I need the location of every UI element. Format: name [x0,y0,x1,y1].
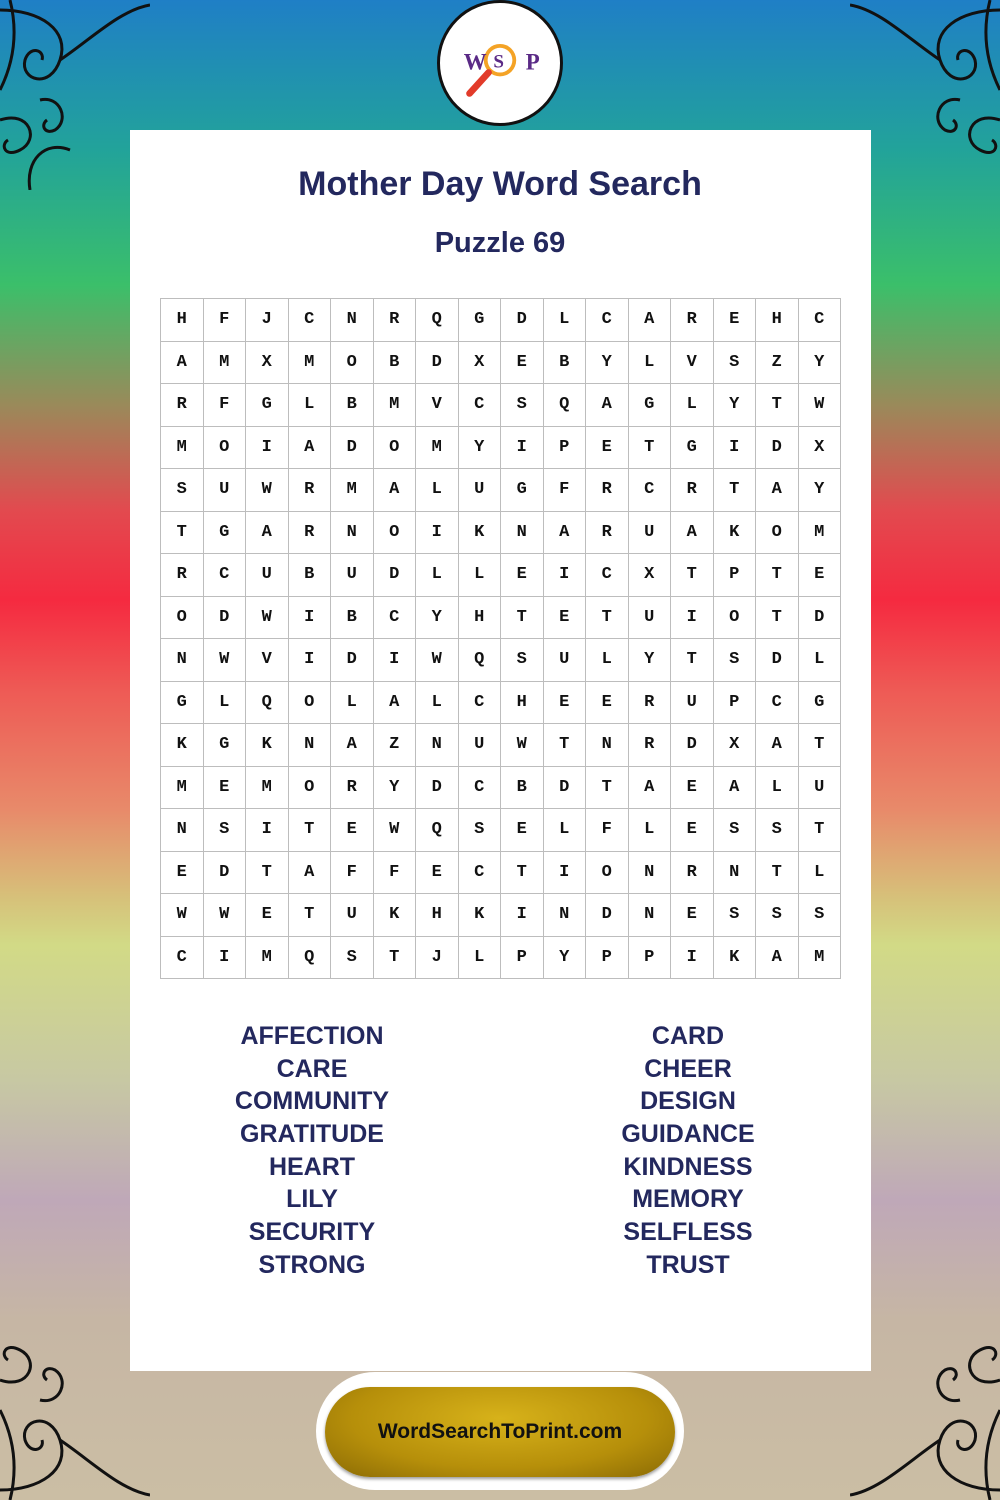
grid-cell[interactable]: D [416,767,459,810]
grid-cell[interactable]: G [459,299,502,342]
grid-cell[interactable]: D [544,767,587,810]
grid-cell[interactable]: Y [629,639,672,682]
word-item: GRATITUDE [240,1120,384,1149]
grid-cell[interactable]: Y [416,597,459,640]
grid-cell[interactable]: C [799,299,842,342]
word-item: COMMUNITY [234,1087,390,1116]
word-item: GUIDANCE [621,1120,755,1149]
grid-cell[interactable]: N [501,512,544,555]
grid-cell[interactable]: K [246,724,289,767]
grid-cell[interactable]: Z [756,342,799,385]
grid-cell[interactable]: F [374,852,417,895]
grid-cell[interactable]: U [331,894,374,937]
grid-cell[interactable]: K [714,937,757,980]
grid-cell[interactable]: B [544,342,587,385]
grid-cell[interactable]: K [459,512,502,555]
grid-cell[interactable]: B [331,597,374,640]
grid-cell[interactable]: S [161,469,204,512]
grid-cell[interactable]: G [204,724,247,767]
grid-cell[interactable]: R [331,767,374,810]
grid-cell[interactable]: M [289,342,332,385]
grid-cell[interactable]: C [289,299,332,342]
grid-cell[interactable]: R [374,299,417,342]
grid-cell[interactable]: K [374,894,417,937]
grid-cell[interactable]: N [331,512,374,555]
grid-cell[interactable]: D [374,554,417,597]
grid-cell[interactable]: C [374,597,417,640]
grid-cell[interactable]: T [756,384,799,427]
grid-cell[interactable]: H [756,299,799,342]
grid-cell[interactable]: D [671,724,714,767]
grid-cell[interactable]: K [714,512,757,555]
grid-cell[interactable]: R [671,299,714,342]
grid-cell[interactable]: T [161,512,204,555]
grid-cell[interactable]: B [331,384,374,427]
grid-cell[interactable]: P [629,937,672,980]
grid-cell[interactable]: O [586,852,629,895]
grid-cell[interactable]: B [501,767,544,810]
grid-cell[interactable]: L [799,852,842,895]
wsp-logo [437,0,563,126]
word-item: CARE [276,1054,348,1083]
grid-cell[interactable]: O [374,512,417,555]
grid-cell[interactable]: N [161,639,204,682]
grid-cell[interactable]: V [416,384,459,427]
grid-cell[interactable]: O [289,682,332,725]
grid-cell[interactable]: T [756,597,799,640]
grid-cell[interactable]: E [544,597,587,640]
grid-cell[interactable]: L [416,469,459,512]
grid-cell[interactable]: E [586,682,629,725]
grid-cell[interactable]: I [289,639,332,682]
grid-cell[interactable]: M [799,937,842,980]
grid-cell[interactable]: F [204,299,247,342]
grid-cell[interactable]: S [331,937,374,980]
grid-cell[interactable]: T [289,894,332,937]
grid-cell[interactable]: L [204,682,247,725]
grid-cell[interactable]: G [246,384,289,427]
grid-cell[interactable]: M [204,342,247,385]
grid-cell[interactable]: K [161,724,204,767]
grid-cell[interactable]: T [714,469,757,512]
grid-cell[interactable]: W [246,597,289,640]
grid-cell[interactable]: V [671,342,714,385]
grid-cell[interactable]: E [501,342,544,385]
grid-cell[interactable]: G [161,682,204,725]
grid-cell[interactable]: U [799,767,842,810]
grid-cell[interactable]: R [586,469,629,512]
grid-cell[interactable]: Q [416,299,459,342]
grid-cell[interactable]: O [204,427,247,470]
grid-cell[interactable]: A [671,512,714,555]
corner-ornament-top-right [850,0,1000,190]
grid-cell[interactable]: W [799,384,842,427]
grid-cell[interactable]: D [331,427,374,470]
grid-cell[interactable]: D [799,597,842,640]
grid-cell[interactable]: O [714,597,757,640]
grid-cell[interactable]: P [714,682,757,725]
grid-cell[interactable]: S [799,894,842,937]
grid-cell[interactable]: T [246,852,289,895]
grid-cell[interactable]: N [629,894,672,937]
grid-cell[interactable]: U [629,512,672,555]
grid-cell[interactable]: C [459,384,502,427]
grid-cell[interactable]: E [161,852,204,895]
grid-cell[interactable]: L [629,809,672,852]
grid-cell[interactable]: L [799,639,842,682]
corner-ornament-bottom-right [850,1310,1000,1500]
grid-cell[interactable]: Z [374,724,417,767]
grid-cell[interactable]: I [501,427,544,470]
grid-cell[interactable]: T [671,639,714,682]
grid-cell[interactable]: T [629,427,672,470]
grid-cell[interactable]: D [756,427,799,470]
grid-cell[interactable]: E [671,809,714,852]
grid-cell[interactable]: L [544,809,587,852]
grid-cell[interactable]: U [246,554,289,597]
grid-cell[interactable]: N [161,809,204,852]
grid-cell[interactable]: T [586,597,629,640]
grid-cell[interactable]: E [204,767,247,810]
grid-cell[interactable]: D [416,342,459,385]
grid-cell[interactable]: T [544,724,587,767]
grid-cell[interactable]: W [416,639,459,682]
grid-cell[interactable]: P [544,427,587,470]
grid-cell[interactable]: M [416,427,459,470]
grid-cell[interactable]: E [586,427,629,470]
grid-cell[interactable]: G [799,682,842,725]
grid-cell[interactable]: R [671,852,714,895]
grid-cell[interactable]: U [204,469,247,512]
grid-cell[interactable]: X [714,724,757,767]
grid-cell[interactable]: Y [586,342,629,385]
grid-cell[interactable]: E [246,894,289,937]
word-item: DESIGN [640,1087,736,1116]
grid-cell[interactable]: C [161,937,204,980]
grid-cell[interactable]: B [289,554,332,597]
grid-cell[interactable]: I [416,512,459,555]
grid-cell[interactable]: X [629,554,672,597]
grid-cell[interactable]: T [756,852,799,895]
grid-cell[interactable]: S [459,809,502,852]
word-item: TRUST [646,1250,730,1279]
grid-cell[interactable]: Y [374,767,417,810]
grid-cell[interactable]: I [204,937,247,980]
grid-cell[interactable]: Q [416,809,459,852]
grid-cell[interactable]: E [416,852,459,895]
word-item: SECURITY [248,1218,376,1247]
grid-cell[interactable]: D [331,639,374,682]
grid-cell[interactable]: Q [289,937,332,980]
grid-cell[interactable]: S [756,894,799,937]
grid-cell[interactable]: T [501,852,544,895]
grid-cell[interactable]: U [459,469,502,512]
grid-cell[interactable]: R [629,724,672,767]
grid-cell[interactable]: W [374,809,417,852]
grid-cell[interactable]: Y [799,342,842,385]
grid-cell[interactable]: G [629,384,672,427]
grid-cell[interactable]: U [544,639,587,682]
grid-cell[interactable]: I [671,597,714,640]
grid-cell[interactable]: G [501,469,544,512]
grid-cell[interactable]: T [671,554,714,597]
grid-cell[interactable]: X [459,342,502,385]
grid-cell[interactable]: O [161,597,204,640]
grid-cell[interactable]: D [204,597,247,640]
word-item: MEMORY [632,1185,744,1214]
grid-cell[interactable]: B [374,342,417,385]
logo-letter-w: W [463,49,487,75]
grid-cell[interactable]: A [586,384,629,427]
grid-cell[interactable]: A [246,512,289,555]
grid-cell[interactable]: Y [544,937,587,980]
grid-cell[interactable]: G [671,427,714,470]
word-item: SELFLESS [623,1218,753,1247]
grid-cell[interactable]: H [501,682,544,725]
grid-cell[interactable]: G [204,512,247,555]
grid-cell[interactable]: W [161,894,204,937]
grid-cell[interactable]: C [756,682,799,725]
grid-cell[interactable]: J [416,937,459,980]
grid-cell[interactable]: T [289,809,332,852]
grid-cell[interactable]: S [714,894,757,937]
word-item: HEART [268,1152,356,1181]
grid-cell[interactable]: L [331,682,374,725]
word-item: LILY [286,1185,338,1214]
grid-cell[interactable]: E [714,299,757,342]
grid-cell[interactable]: L [756,767,799,810]
website-button[interactable] [325,1387,675,1477]
grid-cell[interactable]: R [161,384,204,427]
grid-cell[interactable]: Q [544,384,587,427]
grid-cell[interactable]: E [671,767,714,810]
grid-cell[interactable]: U [459,724,502,767]
grid-cell[interactable]: A [331,724,374,767]
grid-cell[interactable]: N [629,852,672,895]
grid-cell[interactable]: J [246,299,289,342]
grid-cell[interactable]: M [331,469,374,512]
grid-cell[interactable]: A [374,469,417,512]
corner-ornament-bottom-left [0,1310,150,1500]
grid-cell[interactable]: T [586,767,629,810]
grid-cell[interactable]: E [799,554,842,597]
grid-cell[interactable]: A [289,852,332,895]
grid-cell[interactable]: C [629,469,672,512]
word-item: CARD [651,1022,725,1050]
grid-cell[interactable]: M [161,427,204,470]
grid-cell[interactable]: I [501,894,544,937]
grid-cell[interactable]: Q [459,639,502,682]
grid-cell[interactable]: W [501,724,544,767]
grid-cell[interactable]: C [204,554,247,597]
grid-cell[interactable]: F [586,809,629,852]
grid-cell[interactable]: L [416,554,459,597]
grid-cell[interactable]: R [289,512,332,555]
grid-cell[interactable]: C [586,554,629,597]
grid-cell[interactable]: I [374,639,417,682]
grid-cell[interactable]: H [459,597,502,640]
grid-cell[interactable]: S [756,809,799,852]
grid-cell[interactable]: S [204,809,247,852]
grid-cell[interactable]: L [671,384,714,427]
grid-cell[interactable]: O [756,512,799,555]
grid-cell[interactable]: S [501,639,544,682]
grid-cell[interactable]: N [544,894,587,937]
word-item: CHEER [644,1054,732,1083]
grid-cell[interactable]: A [756,724,799,767]
grid-cell[interactable]: N [289,724,332,767]
grid-cell[interactable]: R [289,469,332,512]
grid-cell[interactable]: M [246,937,289,980]
grid-cell[interactable]: C [459,682,502,725]
grid-cell[interactable]: T [799,809,842,852]
grid-cell[interactable]: N [416,724,459,767]
logo-letter-p: P [525,49,540,75]
grid-cell[interactable]: I [246,809,289,852]
word-list-right [538,1020,838,1282]
grid-cell[interactable]: Q [246,682,289,725]
word-item: AFFECTION [240,1022,384,1050]
grid-cell[interactable]: I [671,937,714,980]
grid-cell[interactable]: D [501,299,544,342]
grid-cell[interactable]: I [544,852,587,895]
grid-cell[interactable]: R [671,469,714,512]
grid-cell[interactable]: A [544,512,587,555]
grid-cell[interactable]: L [289,384,332,427]
grid-cell[interactable]: W [204,894,247,937]
grid-cell[interactable]: T [374,937,417,980]
grid-cell[interactable]: T [799,724,842,767]
grid-cell[interactable]: E [501,554,544,597]
grid-cell[interactable]: S [714,639,757,682]
grid-cell[interactable]: U [331,554,374,597]
grid-cell[interactable]: L [416,682,459,725]
grid-cell[interactable]: M [246,767,289,810]
grid-cell[interactable]: A [289,427,332,470]
grid-cell[interactable]: I [544,554,587,597]
grid-cell[interactable]: V [246,639,289,682]
grid-cell[interactable]: R [629,682,672,725]
grid-cell[interactable]: A [161,342,204,385]
grid-cell[interactable]: L [629,342,672,385]
grid-cell[interactable]: P [714,554,757,597]
word-item: KINDNESS [623,1152,753,1181]
grid-cell[interactable]: C [586,299,629,342]
grid-cell[interactable]: U [629,597,672,640]
letter-grid [160,298,841,979]
grid-cell[interactable]: L [586,639,629,682]
grid-cell[interactable]: C [459,767,502,810]
grid-cell[interactable]: U [671,682,714,725]
grid-cell[interactable]: F [331,852,374,895]
grid-cell[interactable]: A [756,469,799,512]
grid-cell[interactable]: A [374,682,417,725]
grid-cell[interactable]: A [756,937,799,980]
grid-cell[interactable]: R [161,554,204,597]
grid-cell[interactable]: L [459,554,502,597]
grid-cell[interactable]: L [544,299,587,342]
corner-ornament-top-left [0,0,150,190]
word-list-left [162,1020,462,1282]
grid-cell[interactable]: E [331,809,374,852]
grid-cell[interactable]: S [501,384,544,427]
grid-cell[interactable]: K [459,894,502,937]
grid-cell[interactable]: H [416,894,459,937]
grid-cell[interactable]: C [459,852,502,895]
grid-cell[interactable]: F [544,469,587,512]
grid-cell[interactable]: O [289,767,332,810]
grid-cell[interactable]: N [586,724,629,767]
grid-cell[interactable]: E [544,682,587,725]
logo-letter-s: S [493,51,504,73]
grid-cell[interactable]: R [586,512,629,555]
grid-cell[interactable]: T [501,597,544,640]
grid-cell[interactable]: S [714,342,757,385]
grid-cell[interactable]: T [756,554,799,597]
grid-cell[interactable]: X [799,427,842,470]
grid-cell[interactable]: P [501,937,544,980]
page-title: Mother Day Word Search [298,165,702,203]
grid-cell[interactable]: M [161,767,204,810]
grid-cell[interactable]: W [246,469,289,512]
grid-cell[interactable]: H [161,299,204,342]
grid-cell[interactable]: P [586,937,629,980]
grid-cell[interactable]: O [331,342,374,385]
grid-cell[interactable]: E [501,809,544,852]
grid-cell[interactable]: D [586,894,629,937]
grid-cell[interactable]: I [289,597,332,640]
website-button-label: WordSearchToPrint.com [377,1420,623,1443]
grid-cell[interactable]: Y [714,384,757,427]
grid-cell[interactable]: O [374,427,417,470]
grid-cell[interactable]: A [629,767,672,810]
grid-cell[interactable]: N [714,852,757,895]
grid-cell[interactable]: I [714,427,757,470]
grid-cell[interactable]: N [331,299,374,342]
grid-cell[interactable]: L [459,937,502,980]
puzzle-number: Puzzle 69 [434,227,566,259]
word-item: STRONG [258,1250,366,1279]
grid-cell[interactable]: S [714,809,757,852]
grid-cell[interactable]: E [671,894,714,937]
grid-cell[interactable]: A [629,299,672,342]
grid-cell[interactable]: X [246,342,289,385]
grid-cell[interactable]: Y [459,427,502,470]
grid-cell[interactable]: D [756,639,799,682]
grid-cell[interactable]: W [204,639,247,682]
grid-cell[interactable]: Y [799,469,842,512]
grid-cell[interactable]: M [799,512,842,555]
grid-cell[interactable]: I [246,427,289,470]
grid-cell[interactable]: A [714,767,757,810]
grid-cell[interactable]: F [204,384,247,427]
grid-cell[interactable]: D [204,852,247,895]
grid-cell[interactable]: M [374,384,417,427]
